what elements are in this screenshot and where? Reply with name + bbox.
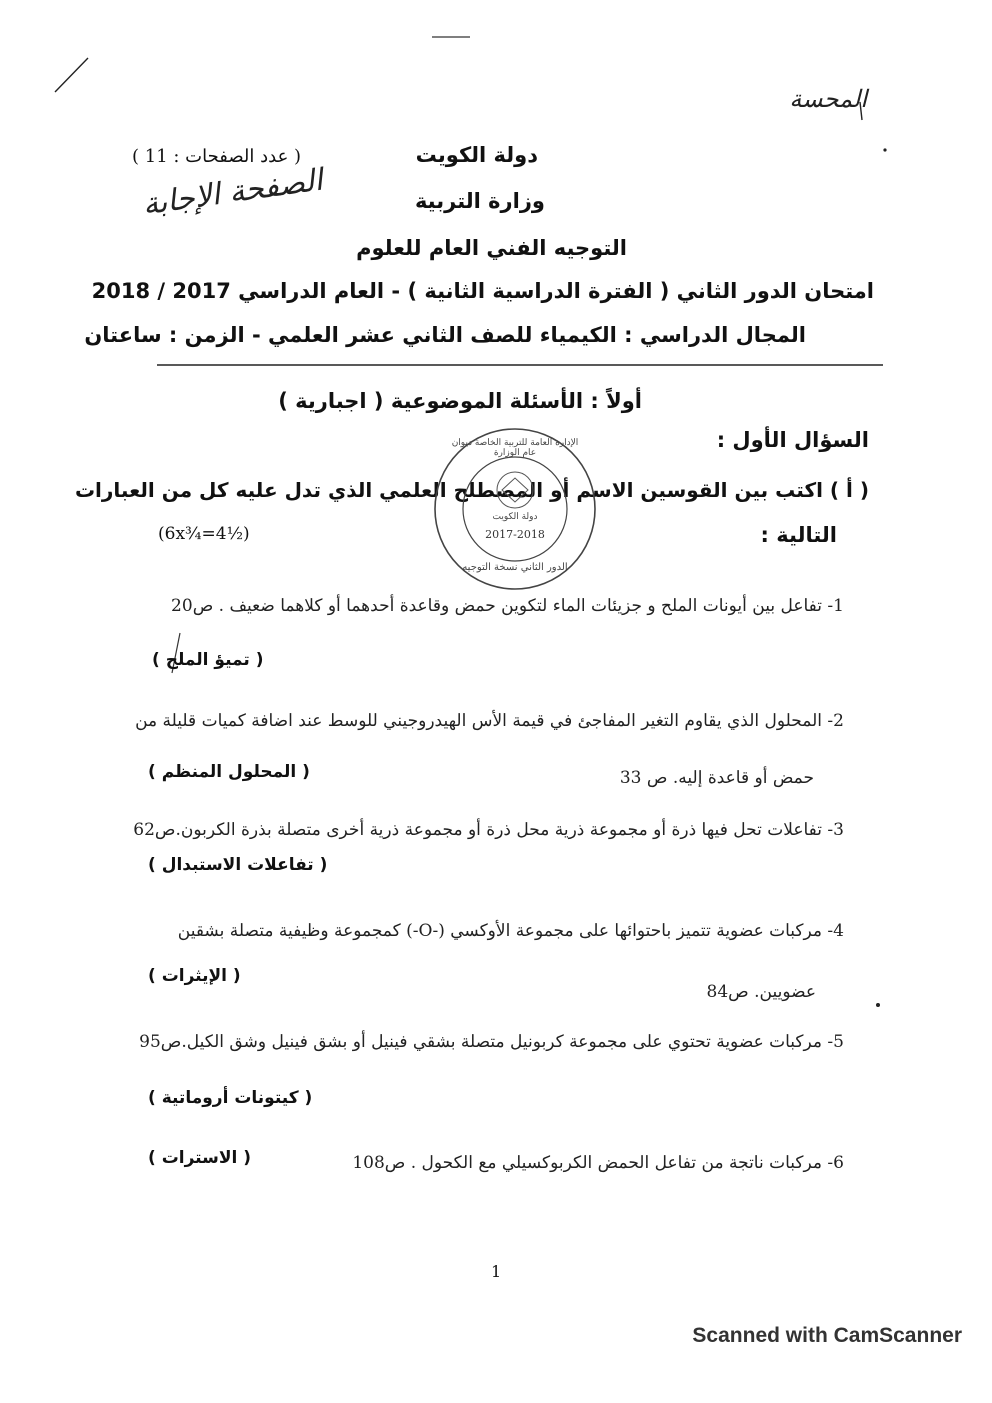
instruction-line-2: التالية :: [760, 523, 837, 547]
question-4-continued: عضويين. ص84: [706, 982, 816, 1002]
question-text: مركبات ناتجة من تفاعل الحمض الكربوكسيلي مع الكحول . ص108: [352, 1153, 823, 1173]
question-text: مركبات عضوية تتميز باحتوائها على مجموعة الأوكسي (-O-) كمجموعة وظيفية متصلة بشقين: [177, 921, 823, 941]
question-2: [135, 711, 844, 731]
directorate-name: التوجيه الفني العام للعلوم: [356, 236, 627, 260]
instruction-line-1: ( أ ) اكتب بين القوسين الاسم أو المصطلح العلمي الذي تدل عليه كل من العبارات: [74, 478, 869, 502]
question-number: 2-: [827, 711, 844, 731]
question-number: 5-: [827, 1032, 844, 1052]
scan-dot: [883, 148, 886, 151]
question-3: [133, 820, 844, 840]
question-text: المحلول الذي يقاوم التغير المفاجئ في قيمة الأس الهيدروجيني للوسط عند اضافة كميات قليلة من: [135, 711, 823, 731]
stamp-year: 2017-2018: [485, 528, 545, 541]
camscanner-watermark: Scanned with CamScanner: [692, 1324, 962, 1347]
ministry-name: وزارة التربية: [414, 189, 545, 213]
stamp-inner-text: دولة الكويت: [492, 512, 538, 522]
question-text: تفاعل بين أيونات الملح و جزيئات الماء لتكوين حمض وقاعدة أحدهما أو كلاهما ضعيف . ص20: [171, 596, 823, 616]
pen-stroke-mark: [55, 58, 88, 92]
scan-dot: [876, 1003, 880, 1007]
section-title: أولاً : الأسئلة الموضوعية ( اجبارية ): [278, 389, 642, 413]
stamp-bottom-text: الدور الثاني نسخة التوجيه: [462, 562, 568, 573]
subject-line: المجال الدراسي : الكيمياء للصف الثاني عشر العلمي - الزمن : ساعتان: [84, 323, 806, 347]
official-stamp: [430, 424, 600, 594]
question-text: مركبات عضوية تحتوي على مجموعة كربونيل متصلة بشقي فينيل أو بشق فينيل وشق الكيل.ص95: [139, 1032, 823, 1052]
answer-6: ( الاسترات ): [148, 1148, 252, 1168]
question-6: [352, 1153, 844, 1173]
question-number: 6-: [827, 1153, 844, 1173]
pages-count: ( عدد الصفحات : 11 ): [132, 146, 302, 167]
question-text: تفاعلات تحل فيها ذرة أو مجموعة ذرية محل ذرة أو مجموعة ذرية أخرى متصلة بذرة الكربون.ص62: [133, 820, 823, 840]
question-4: [178, 921, 844, 941]
question-label: السؤال الأول :: [716, 428, 869, 452]
exam-title: امتحان الدور الثاني ( الفترة الدراسية الثانية ) - العام الدراسي 2017 / 2018: [91, 279, 874, 303]
answer-2: ( المحلول المنظم ): [148, 762, 310, 782]
question-number: 4-: [827, 921, 844, 941]
answer-4: ( الإيثرات ): [148, 966, 241, 986]
question-5: [139, 1032, 844, 1052]
score-weight: (6x¾=4½): [158, 524, 250, 544]
question-number: 1-: [827, 596, 844, 616]
answer-1: ( تميؤ الملح ): [152, 650, 264, 670]
answer-3: ( تفاعلات الاستبدال ): [148, 855, 328, 875]
handwritten-answer-note: الصفحة الإجابة: [140, 162, 325, 223]
page-number: 1: [491, 1262, 502, 1281]
top-right-note: المحسة: [789, 85, 867, 113]
answer-5: ( كيتونات أروماتية ): [148, 1088, 313, 1108]
stamp-outer-text: الإدارة العامة للتربية الخاصة ديوان عام الوزارة: [451, 438, 579, 458]
question-number: 3-: [827, 820, 844, 840]
question-2-continued: حمض أو قاعدة إليه. ص 33: [619, 768, 814, 788]
country-name: دولة الكويت: [415, 143, 538, 167]
question-1: [171, 596, 844, 616]
